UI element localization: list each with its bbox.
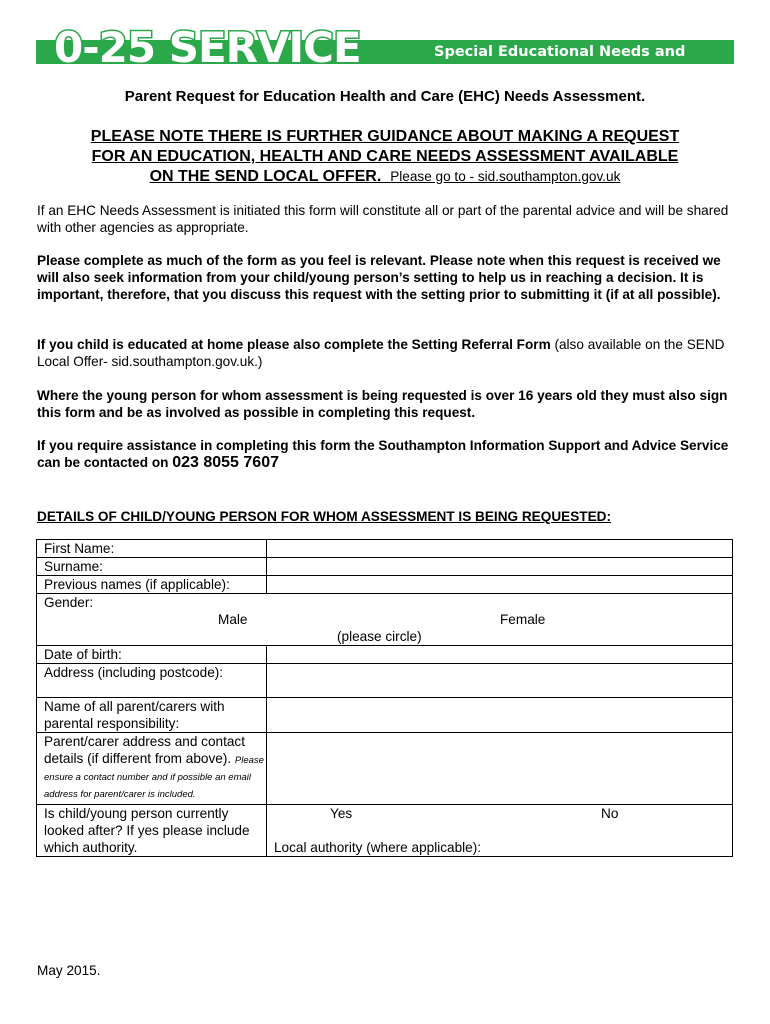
looked-after-no[interactable]: No xyxy=(601,806,619,821)
page-title: Parent Request for Education Health and Care (EHC) Needs Assessment. xyxy=(124,88,646,105)
paragraph-complete: Please complete as much of the form as you feel is relevant. Please note when this request is received we will also seek information from your child/young person’s setting to help us in reaching a decision. It is important, therefore, that you discuss this request with the setting prior to submitting it (if at all possible). xyxy=(37,253,721,302)
note-website: Please go to - sid.southampton.gov.uk xyxy=(390,169,621,184)
home-education-plain: (also available on the SEND Local Offer- sid.southampton.gov.uk. xyxy=(37,337,725,369)
parent-address-field[interactable] xyxy=(267,733,733,805)
address-label: Address (including postcode): xyxy=(37,664,267,698)
assistance-text: If you require assistance in completing this form the Southampton Information Support and Advice Service can be contacted on xyxy=(37,438,729,470)
surname-label: Surname: xyxy=(37,558,267,576)
gender-female-option[interactable]: Female xyxy=(500,612,546,627)
parent-address-note: Please ensure a contact number and if possible an email address for parent/carer is included. xyxy=(44,755,264,800)
details-form xyxy=(36,539,733,857)
banner-tagline: Special Educational Needs and Disabilities xyxy=(434,44,686,82)
paragraph-assistance xyxy=(37,437,737,471)
paragraph-home-education xyxy=(37,336,737,370)
looked-after-label: Is child/young person currently looked after? If yes please include which authority. xyxy=(37,805,267,857)
gender-label: Gender: xyxy=(44,595,94,610)
first-name-label: First Name: xyxy=(37,540,267,558)
parent-address-text: Parent/carer address and contact details (if different from above). xyxy=(44,734,245,766)
note-line-3-bold: ON THE SEND LOCAL OFFER. xyxy=(149,168,382,185)
footer-date: May 2015. xyxy=(37,963,101,978)
guidance-note xyxy=(36,127,734,187)
address-field[interactable] xyxy=(267,664,733,698)
previous-names-label: Previous names (if applicable): xyxy=(37,576,267,594)
service-banner xyxy=(36,23,734,82)
first-name-field[interactable] xyxy=(267,540,733,558)
paragraph-over-16: Where the young person for whom assessment is being requested is over 16 years old they must also sign this form and be as involved as possible in completing this request. xyxy=(37,388,728,420)
phone-number: 023 8055 7607 xyxy=(172,454,279,471)
home-education-bold: If you child is educated at home please also complete the Setting Referral Form xyxy=(37,337,551,352)
please-circle-hint: (please circle) xyxy=(337,629,422,644)
paragraph-advice: If an EHC Needs Assessment is initiated this form will constitute all or part of the parental advice and will be shared with other agencies as appropriate. xyxy=(37,203,729,235)
note-line-3 xyxy=(36,167,734,187)
service-logo: 0-25 SERVICE xyxy=(54,23,361,72)
gender-male-option[interactable]: Male xyxy=(218,612,248,627)
looked-after-field xyxy=(267,805,733,857)
dob-field[interactable] xyxy=(267,646,733,664)
dob-label: Date of birth: xyxy=(37,646,267,664)
parent-address-label xyxy=(37,733,267,805)
local-authority-label: Local authority (where applicable): xyxy=(274,840,482,855)
note-line-2: FOR AN EDUCATION, HEALTH AND CARE NEEDS ASSESSMENT AVAILABLE xyxy=(91,148,679,165)
note-line-1: PLEASE NOTE THERE IS FURTHER GUIDANCE ABOUT MAKING A REQUEST xyxy=(90,128,680,145)
home-education-end: ) xyxy=(257,354,263,369)
parents-name-label: Name of all parent/carers with parental responsibility: xyxy=(37,698,267,733)
gender-row xyxy=(37,594,733,646)
surname-field[interactable] xyxy=(267,558,733,576)
looked-after-yes[interactable]: Yes xyxy=(330,806,353,821)
section-title: DETAILS OF CHILD/YOUNG PERSON FOR WHOM ASSESSMENT IS BEING REQUESTED: xyxy=(37,509,611,524)
parents-name-field[interactable] xyxy=(267,698,733,733)
previous-names-field[interactable] xyxy=(267,576,733,594)
